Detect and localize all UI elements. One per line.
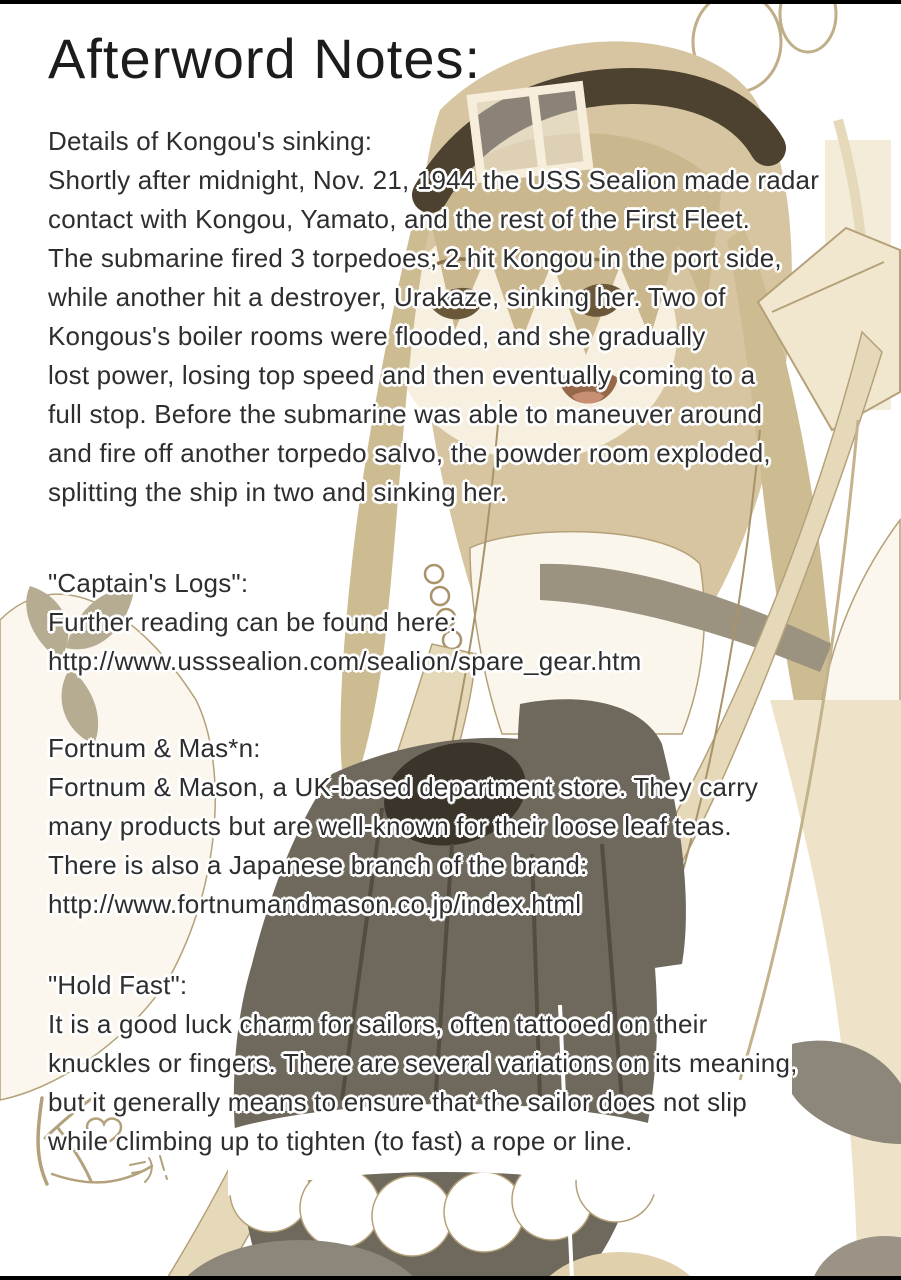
notes-text-column: [48, 122, 819, 1161]
section-heading: Fortnum & Mas*n:: [48, 733, 261, 763]
section-heading: "Captain's Logs":: [48, 568, 249, 598]
text-line: splitting the ship in two and sinking her.: [48, 477, 508, 507]
text-line: The submarine fired 3 torpedoes; 2 hit Kongou in the port side,: [48, 243, 782, 273]
text-line: and fire off another torpedo salvo, the powder room exploded,: [48, 438, 771, 468]
text-line: contact with Kongou, Yamato, and the rest of the First Fleet.: [48, 204, 751, 234]
text-line: Shortly after midnight, Nov. 21, 1944 the USS Sealion made radar: [48, 165, 820, 195]
text-line: There is also a Japanese branch of the brand:: [48, 850, 588, 880]
url-text: http://www.fortnumandmason.co.jp/index.html: [48, 889, 582, 919]
text-line: knuckles or fingers. There are several variations on its meaning,: [48, 1048, 798, 1078]
bottom-edge-bar: [0, 1276, 901, 1280]
page-title: Afterword Notes:: [48, 27, 482, 90]
section-fortnum-mason: [48, 729, 819, 924]
url-text: http://www.usssealion.com/sealion/spare_gear.htm: [48, 646, 642, 676]
section-heading: Details of Kongou's sinking:: [48, 126, 373, 156]
section-kongou-sinking: [48, 122, 819, 512]
text-line: Fortnum & Mason, a UK-based department store. They carry: [48, 772, 759, 802]
text-line: Further reading can be found here:: [48, 607, 457, 637]
top-edge-bar: [0, 0, 901, 4]
text-line: Kongous's boiler rooms were flooded, and she gradually: [48, 321, 706, 351]
text-line: but it generally means to ensure that the sailor does not slip: [48, 1087, 747, 1117]
text-line: lost power, losing top speed and then eventually coming to a: [48, 360, 756, 390]
text-line: many products but are well-known for their loose leaf teas.: [48, 811, 732, 841]
section-hold-fast: [48, 966, 819, 1161]
text-line: full stop. Before the submarine was able to maneuver around: [48, 399, 763, 429]
text-line: It is a good luck charm for sailors, often tattooed on their: [48, 1009, 708, 1039]
text-line: while climbing up to tighten (to fast) a rope or line.: [48, 1126, 633, 1156]
section-heading: "Hold Fast":: [48, 970, 188, 1000]
section-captains-logs: [48, 564, 819, 681]
text-line: while another hit a destroyer, Urakaze, sinking her. Two of: [48, 282, 726, 312]
